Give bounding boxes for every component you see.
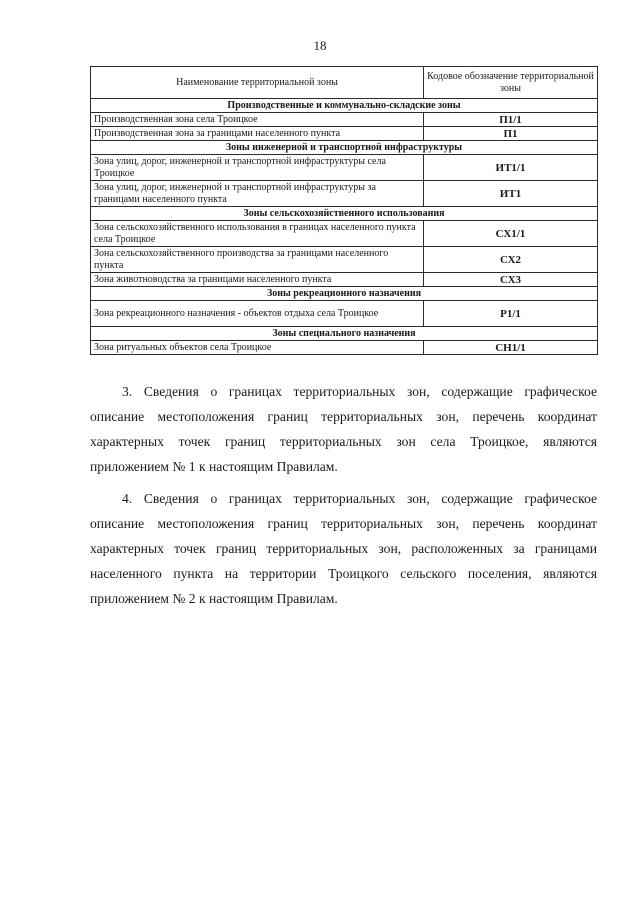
table-row — [91, 273, 598, 287]
zone-name-cell: Зона улиц, дорог, инженерной и транспортной инфраструктуры за границами населенного пункта — [91, 181, 424, 207]
table-header-row — [91, 67, 598, 99]
table-row — [91, 301, 598, 327]
zone-code-cell: СХ1/1 — [424, 221, 598, 247]
zone-code-cell: СХ2 — [424, 247, 598, 273]
table-row — [91, 127, 598, 141]
section-title: Зоны специального назначения — [91, 327, 598, 341]
zones-table — [90, 66, 598, 355]
section-title: Зоны рекреационного назначения — [91, 287, 598, 301]
zone-name-cell: Зона сельскохозяйственного использования в границах населенного пункта села Троицкое — [91, 221, 424, 247]
zone-code-cell: СН1/1 — [424, 341, 598, 355]
zone-code-cell: П1 — [424, 127, 598, 141]
section-row — [91, 99, 598, 113]
table-row — [91, 221, 598, 247]
paragraph-3: 3. Сведения о границах территориальных зон, содержащие графическое описание местоположения границ территориальных зон, перечень координат характерных точек границ территориальных зон села Троицкое, являются приложением № 1 к настоящим Правилам. — [90, 384, 597, 474]
table-row — [91, 155, 598, 181]
section-title: Производственные и коммунально-складские зоны — [91, 99, 598, 113]
zones-table-body — [91, 99, 598, 355]
zone-code-cell: СХ3 — [424, 273, 598, 287]
header-zone-name: Наименование территориальной зоны — [91, 67, 424, 99]
zone-name-cell: Производственная зона села Троицкое — [91, 113, 424, 127]
zone-code-cell: ИТ1 — [424, 181, 598, 207]
zone-name-cell: Зона ритуальных объектов села Троицкое — [91, 341, 424, 355]
page-number: 18 — [313, 38, 327, 53]
zone-code-cell: П1/1 — [424, 113, 598, 127]
section-row — [91, 141, 598, 155]
table-row — [91, 341, 598, 355]
zone-name-cell: Зона животноводства за границами населенного пункта — [91, 273, 424, 287]
section-title: Зоны сельскохозяйственного использования — [91, 207, 598, 221]
table-row — [91, 113, 598, 127]
section-row — [91, 287, 598, 301]
section-row — [91, 327, 598, 341]
zone-code-cell: Р1/1 — [424, 301, 598, 327]
section-title: Зоны инженерной и транспортной инфраструктуры — [91, 141, 598, 155]
zone-code-cell: ИТ1/1 — [424, 155, 598, 181]
zone-name-cell: Производственная зона за границами населенного пункта — [91, 127, 424, 141]
header-zone-code: Кодовое обозначение территориальной зоны — [424, 67, 598, 99]
table-row — [91, 247, 598, 273]
zone-name-cell: Зона рекреационного назначения - объектов отдыха села Троицкое — [91, 301, 424, 327]
zone-name-cell: Зона сельскохозяйственного производства за границами населенного пункта — [91, 247, 424, 273]
zone-name-cell: Зона улиц, дорог, инженерной и транспортной инфраструктуры села Троицкое — [91, 155, 424, 181]
section-row — [91, 207, 598, 221]
table-row — [91, 181, 598, 207]
paragraph-4: 4. Сведения о границах территориальных зон, содержащие графическое описание местоположения границ территориальных зон, перечень координат характерных точек границ территориальных зон, расположенных за границами населенного пункта на территории Троицкого сельского поселения, являются приложением № 2 к настоящим Правилам. — [90, 491, 597, 606]
